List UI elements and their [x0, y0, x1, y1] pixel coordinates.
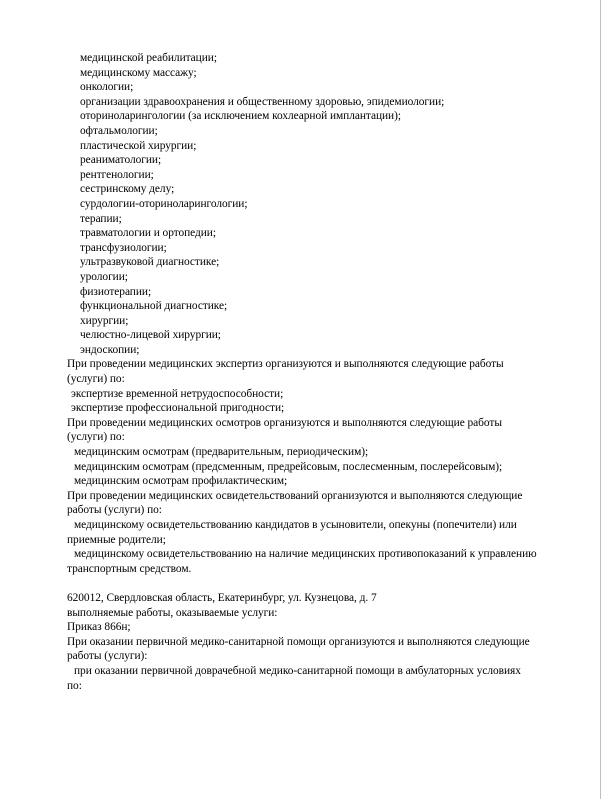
address-section — [67, 591, 582, 693]
list-item: организации здравоохранения и общественному здоровью, эпидемиологии; — [80, 95, 445, 108]
expertise-section — [67, 357, 582, 415]
list-item-continuation: транспортным средством. — [67, 562, 192, 575]
specialties-list — [67, 51, 582, 357]
list-item: оториноларингологии (за исключением кохлеарной имплантации); — [80, 110, 401, 123]
order-reference: Приказ 866н; — [67, 621, 131, 634]
list-item: экспертизе профессиональной пригодности; — [71, 402, 285, 415]
list-item-continuation: по: — [67, 679, 82, 692]
list-item: медицинскому освидетельствованию кандидатов в усыновители, опекуны (попечители) или — [74, 519, 517, 531]
section-heading: При оказании первичной медико-санитарной помощи организуются и выполняются следующие — [67, 635, 530, 648]
section-heading: При проведении медицинских освидетельствований организуются и выполняются следующие — [67, 489, 523, 502]
list-item: урологии; — [80, 270, 128, 283]
section-heading: (услуги) по: — [67, 373, 125, 386]
list-item-continuation: приемные родители; — [67, 533, 166, 546]
list-item: медицинскому освидетельствованию на наличие медицинских противопоказаний к управлению — [74, 548, 537, 561]
list-item: функциональной диагностике; — [80, 300, 228, 313]
exams-section — [67, 416, 582, 489]
list-item: эндоскопии; — [80, 343, 140, 356]
list-item: сестринскому делу; — [80, 183, 175, 196]
section-heading: (услуги) по: — [67, 431, 125, 444]
certification-section — [67, 489, 582, 577]
address-line: 620012, Свердловская область, Екатеринбург, ул. Кузнецова, д. 7 — [67, 591, 377, 604]
list-item: ультразвуковой диагностике; — [80, 256, 220, 269]
list-item: физиотерапии; — [80, 285, 152, 298]
list-item: пластической хирургии; — [80, 139, 197, 152]
section-heading: При проведении медицинских осмотров организуются и выполняются следующие работы — [67, 416, 502, 429]
list-item: сурдологии-оториноларингологии; — [80, 197, 248, 210]
works-label: выполняемые работы, оказываемые услуги: — [67, 606, 278, 619]
list-item: офтальмологии; — [80, 124, 158, 137]
section-heading: работы (услуги): — [67, 650, 148, 663]
list-item: экспертизе временной нетрудоспособности; — [71, 387, 284, 400]
document-body — [67, 51, 582, 693]
paragraph-gap — [67, 576, 582, 591]
list-item: медицинским осмотрам (предсменным, предрейсовым, послесменным, послерейсовым); — [74, 460, 503, 473]
list-item: при оказании первичной доврачебной медико-санитарной помощи в амбулаторных условиях — [74, 664, 521, 677]
section-heading: работы (услуги) по: — [67, 504, 162, 517]
list-item: реаниматологии; — [80, 154, 162, 167]
list-item: хирургии; — [80, 314, 129, 327]
list-item: трансфузиологии; — [80, 241, 167, 254]
list-item: медицинским осмотрам (предварительным, периодическим); — [74, 446, 369, 459]
list-item: медицинскому массажу; — [80, 66, 197, 79]
list-item: рентгенологии; — [80, 168, 154, 181]
list-item: медицинской реабилитации; — [80, 52, 217, 64]
list-item: терапии; — [80, 212, 122, 225]
list-item: онкологии; — [80, 81, 134, 94]
list-item: челюстно-лицевой хирургии; — [80, 329, 221, 342]
list-item: травматологии и ортопедии; — [80, 227, 216, 240]
list-item: медицинским осмотрам профилактическим; — [74, 475, 288, 488]
section-heading: При проведении медицинских экспертиз организуются и выполняются следующие работы — [67, 358, 504, 371]
